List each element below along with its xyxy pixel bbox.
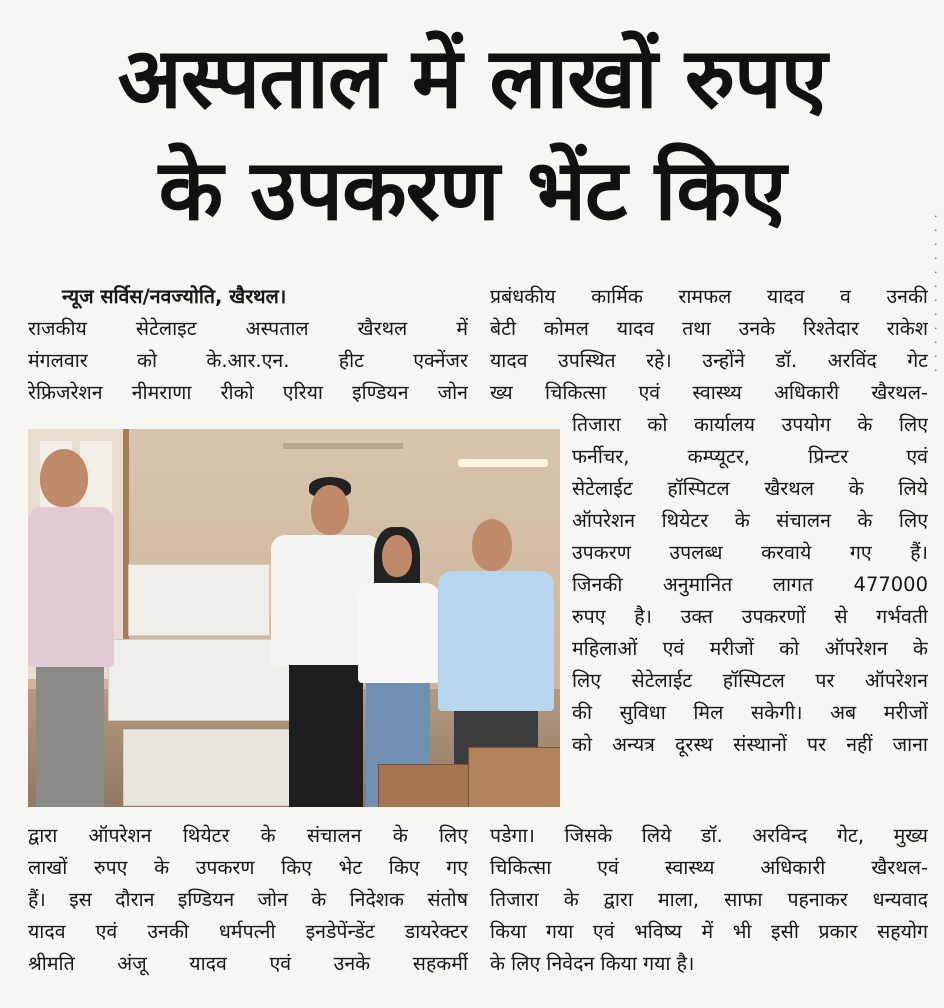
text-line: यादव उपस्थित रहे। उन्होंने डॉ. अरविंद गेट <box>490 349 928 372</box>
text-line: ख्य चिकित्सा एवं स्वास्थ्य अधिकारी खैरथल- <box>490 381 928 404</box>
text-line: तिजारा के द्वारा माला, साफा पहनाकर धन्यवाद <box>490 888 928 911</box>
text-line: यादव एवं उनकी धर्मपत्नी इनडेपेंन्डेंट डायरेक्टर <box>28 920 468 943</box>
text-line: प्रबंधकीय कार्मिक रामफल यादव व उनकी <box>490 285 928 308</box>
text-line: लाखों रुपए के उपकरण किए भेट किए गए <box>28 856 468 879</box>
text-line: राजकीय सेटेलाइट अस्पताल खैरथल में <box>28 317 468 340</box>
text-line: किया गया एवं भविष्य में भी इसी प्रकार सहयोग <box>490 920 928 943</box>
text-line: हैं। इस दौरान इण्डियन जोन के निदेशक संतोष <box>28 888 468 911</box>
text-line: को अन्यत्र दूरस्थ संस्थानों पर नहीं जाना <box>572 733 928 756</box>
text-line: लिए सेटेलाईट हॉस्पिटल पर ऑपरेशन <box>572 669 928 692</box>
column-edge-marks: · · · · · · · · · · · · <box>934 210 938 377</box>
text-line: मंगलवार को के.आर.एन. हीट एक्नेंजर <box>28 349 468 372</box>
column-left-top <box>28 281 468 409</box>
text-line: द्वारा ऑपरेशन थियेटर के संचालन के लिए <box>28 824 468 847</box>
news-photo <box>28 429 560 807</box>
text-line: पडेगा। जिसके लिये डॉ. अरविन्द गेट, मुख्य <box>490 824 928 847</box>
text-line: सेटेलाईट हॉस्पिटल खैरथल के लिये <box>572 477 928 500</box>
text-line: रुपए है। उक्त उपकरणों से गर्भवती <box>572 605 928 628</box>
text-line: तिजारा को कार्यालय उपयोग के लिए <box>572 413 928 436</box>
byline: न्यूज सर्विस/नवज्योति, खैरथल। <box>62 285 287 308</box>
column-right-narrow <box>572 409 928 761</box>
column-right-top <box>490 281 928 409</box>
text-line: के लिए निवेदन किया गया है। <box>490 952 695 975</box>
column-right-bottom <box>490 820 928 980</box>
text-line: श्रीमति अंजू यादव एवं उनके सहकर्मी <box>28 952 468 975</box>
headline-line-1: अस्पताल में लाखों रुपए <box>117 29 827 127</box>
text-line: बेटी कोमल यादव तथा उनके रिश्तेदार राकेश <box>490 317 928 340</box>
text-line: उपकरण उपलब्ध करवाये गए हैं। <box>572 541 928 564</box>
text-line: रेफ्रिजरेशन नीमराणा रीको एरिया इण्डियन जोन <box>28 381 468 404</box>
text-line: की सुविधा मिल सकेगी। अब मरीजों <box>572 701 928 724</box>
headline-line-2: के उपकरण भेंट किए <box>158 141 786 239</box>
text-line: महिलाओं एवं मरीजों को ऑपरेशन के <box>572 637 928 660</box>
text-line: जिनकी अनुमानित लागत 477000 <box>572 573 928 596</box>
column-left-bottom <box>28 820 468 980</box>
text-line: ऑपरेशन थियेटर के संचालन के लिए <box>572 509 928 532</box>
text-line: चिकित्सा एवं स्वास्थ्य अधिकारी खैरथल- <box>490 856 928 879</box>
text-line: फर्नीचर, कम्प्यूटर, प्रिन्टर एवं <box>572 445 928 468</box>
